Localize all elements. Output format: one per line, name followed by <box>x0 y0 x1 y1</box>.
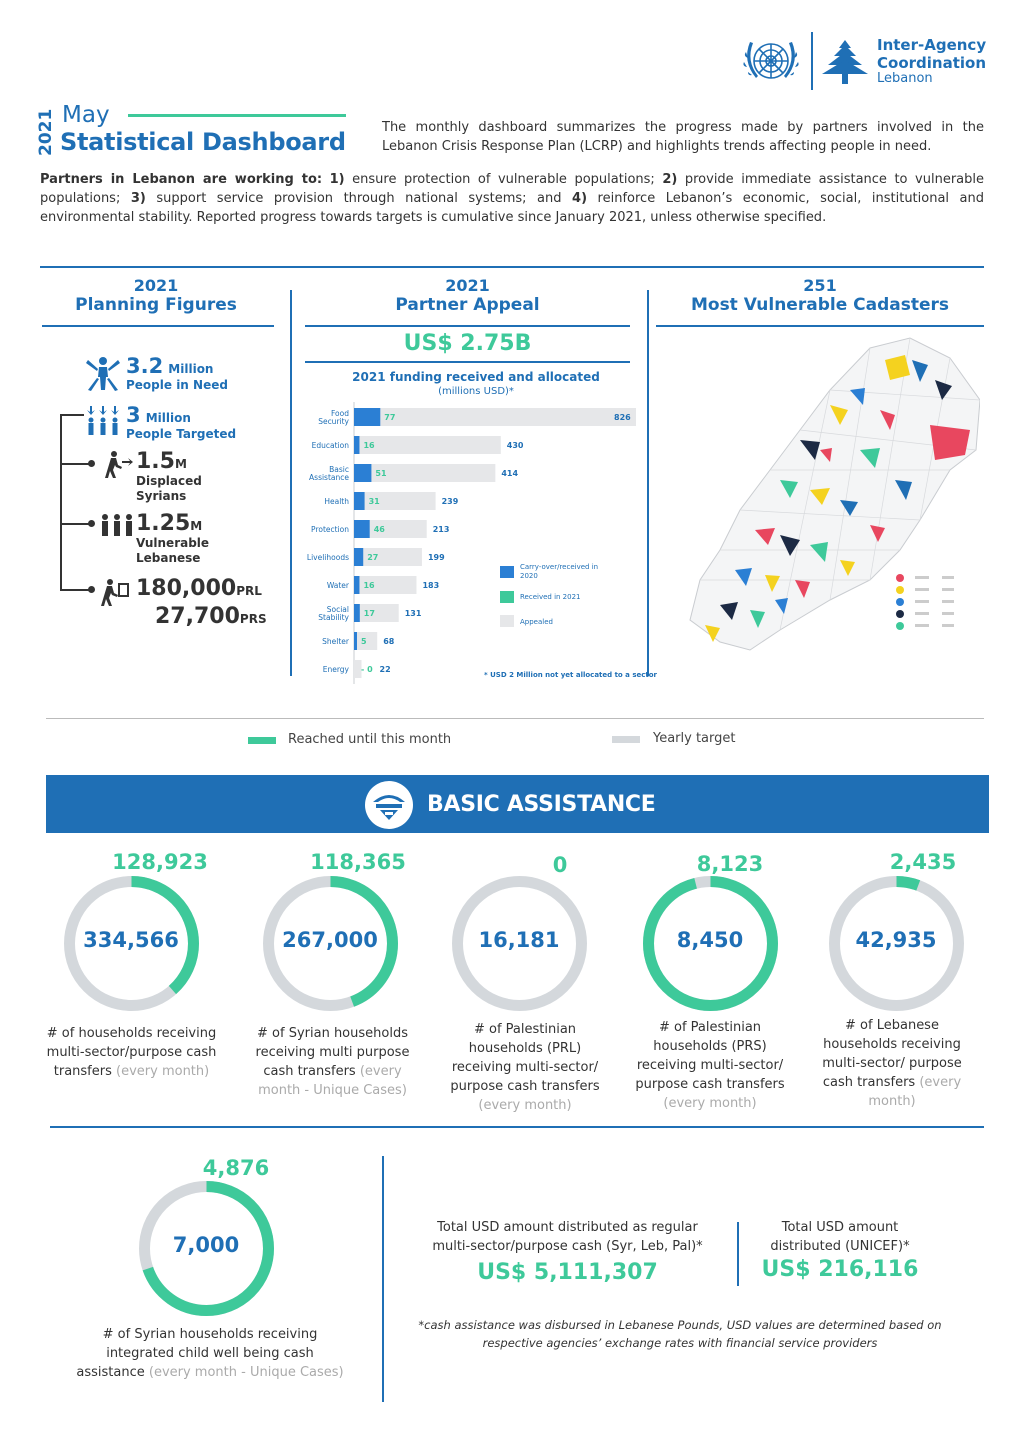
donut-caption-frequency: (every month - Unique Cases) <box>148 1365 344 1380</box>
category-label: Security <box>318 417 349 426</box>
category-label: Health <box>324 497 349 506</box>
donut-caption <box>70 1325 350 1382</box>
donut-reached-value: 8,123 <box>696 852 764 876</box>
donut-reached-value: 4,876 <box>202 1156 270 1180</box>
donut-caption <box>34 1024 229 1081</box>
donut-target-value: 42,935 <box>855 928 937 952</box>
carryover-value-label: - 0 <box>361 665 373 674</box>
carryover-bar <box>354 408 380 426</box>
donut-caption-frequency: (every month) <box>663 1096 757 1111</box>
category-label: Energy <box>322 665 349 674</box>
donut-caption <box>245 1024 420 1100</box>
cash-footnote: *cash assistance was disbursed in Lebanese Pounds, USD values are determined based on respective agencies’ exchange rates with financial service providers <box>418 1318 942 1350</box>
cedar-tree-icon <box>818 38 872 88</box>
appealed-bar <box>354 548 422 566</box>
donut-caption-frequency: (every month) <box>478 1098 572 1113</box>
appealed-value-label: 199 <box>427 553 445 562</box>
walking-person-icon <box>104 450 134 482</box>
donut-caption-text: # of Palestinian households (PRS) receiving multi-sector/ purpose cash transfers <box>635 1020 785 1092</box>
appealed-value-label: 430 <box>506 441 524 450</box>
people-group-icon <box>86 406 122 440</box>
carryover-bar <box>354 520 370 538</box>
category-label: Protection <box>311 525 349 534</box>
donut-caption <box>812 1016 972 1111</box>
appealed-bar <box>354 492 436 510</box>
planning-heading: 2021 Planning Figures <box>75 276 237 315</box>
donut-reached-value: 118,365 <box>310 850 406 874</box>
donut-caption <box>625 1018 795 1113</box>
carryover-value-label: 5 <box>361 637 367 646</box>
cadasters-rule <box>656 325 984 327</box>
appealed-bar <box>354 436 501 454</box>
donut-caption-text: # of households receiving multi-sector/purpose cash transfers <box>46 1026 217 1079</box>
prs-figure: 27,700PRS <box>155 604 267 629</box>
tree-branch <box>60 523 90 525</box>
appeal-amount: US$ 2.75B <box>403 331 532 356</box>
month-label: May <box>62 102 110 128</box>
prl-figure: 180,000PRL <box>136 576 262 601</box>
section-top-rule <box>40 266 984 268</box>
carryover-value-label: 46 <box>373 525 385 534</box>
donut-target-value: 267,000 <box>282 928 378 952</box>
donut-caption-text: # of Syrian households receiving integrated child well being cash assistance <box>76 1327 318 1380</box>
refugee-person-icon <box>100 578 132 612</box>
category-label: Assistance <box>309 473 349 482</box>
carryover-value-label: 17 <box>363 609 375 618</box>
legend-swatch-appealed <box>500 615 514 627</box>
tree-dot <box>88 460 95 467</box>
legend-swatch-target <box>612 736 640 743</box>
year-label: 2021 <box>36 108 56 156</box>
category-label: Basic <box>329 465 349 474</box>
planning-rule <box>42 325 274 327</box>
chart-footnote: * USD 2 Million not yet allocated to a sector <box>484 671 658 679</box>
carryover-bar <box>354 492 365 510</box>
donut-reached-value: 0 <box>552 853 568 877</box>
category-label: Livelihoods <box>306 553 349 562</box>
appealed-bar <box>354 604 399 622</box>
donut-target-value: 7,000 <box>172 1233 240 1257</box>
bottom-divider-1 <box>382 1156 384 1402</box>
donut-reached-value: 2,435 <box>889 850 957 874</box>
partners-text: Partners in Lebanon are working to: 1) ensure protection of vulnerable populations; 2) provide immediate assistance to vulnerable populations; 3) support service provision through national systems; and 4) reinforce Lebanon’s economic, social, institutional and environmental stability. Reported progress towards targets is cumulative since January 2021, unless otherwise specified. <box>40 172 985 225</box>
title-rule <box>128 114 346 117</box>
legend-swatch-carryover <box>500 566 514 578</box>
legend-label-received: Received in 2021 <box>520 593 581 601</box>
category-label: Stability <box>318 613 349 622</box>
family-icon <box>100 513 134 541</box>
carryover-value-label: 16 <box>363 581 375 590</box>
tree-branch <box>60 463 90 465</box>
donut-caption <box>440 1020 610 1115</box>
column-divider-2 <box>647 290 649 676</box>
carryover-value-label: 31 <box>368 497 380 506</box>
appealed-value-label: 68 <box>383 637 395 646</box>
year-vertical <box>36 106 56 156</box>
donut-caption-text: # of Lebanese households receiving multi-sector/ purpose cash transfers <box>822 1018 962 1090</box>
cadasters-heading: 251 Most Vulnerable Cadasters <box>690 276 950 315</box>
category-label: Social <box>326 605 349 614</box>
appealed-value-label: 22 <box>379 665 391 674</box>
carryover-bar <box>354 548 363 566</box>
appealed-value-label: 183 <box>422 581 440 590</box>
donut-caption-frequency: (every month) <box>116 1064 210 1079</box>
sector-title: BASIC ASSISTANCE <box>427 792 656 817</box>
carryover-value-label: 51 <box>375 469 387 478</box>
un-logo-icon <box>738 34 804 90</box>
carryover-value-label: 27 <box>367 553 379 562</box>
page-title: Statistical Dashboard <box>60 128 346 156</box>
appeal-heading: 2021 Partner Appeal <box>395 276 540 315</box>
chart-subtitle: (millions USD)* <box>438 386 514 397</box>
people-targeted: 3 Million People Targeted <box>126 403 237 441</box>
legend-label-target: Yearly target <box>653 731 736 746</box>
chart-title: 2021 funding received and allocated <box>352 370 600 384</box>
carryover-bar <box>354 464 371 482</box>
carryover-bar <box>354 632 357 650</box>
map-legend <box>896 574 954 630</box>
donut-caption-frequency: (every month - Unique Cases) <box>258 1064 407 1098</box>
partners-lead: Partners in Lebanon are working to: <box>40 172 323 187</box>
total-regular-label: Total USD amount distributed as regular multi-sector/purpose cash (Syr, Leb, Pal)* <box>432 1220 703 1254</box>
total-regular-value: US$ 5,111,307 <box>477 1260 658 1285</box>
tree-branch <box>60 589 90 591</box>
donut-caption-text: # of Palestinian households (PRL) receiving multi-sector/ purpose cash transfers <box>450 1022 600 1094</box>
legend-swatch-reached <box>248 737 276 744</box>
donut-target-value: 334,566 <box>83 928 179 952</box>
lebanon-cadaster-map <box>680 330 980 660</box>
tree-dot <box>88 520 95 527</box>
people-in-need: 3.2 Million People in Need <box>126 354 228 392</box>
column-divider-1 <box>290 290 292 676</box>
carryover-bar <box>354 576 359 594</box>
legend-swatch-received <box>500 591 514 603</box>
funding-bar-chart <box>296 400 646 685</box>
total-unicef-value: US$ 216,116 <box>761 1257 919 1282</box>
donut-caption-frequency: (every month) <box>868 1075 962 1109</box>
appealed-value-label: 131 <box>404 609 422 618</box>
iac-logo-text: Inter-Agency Coordination Lebanon <box>877 36 987 86</box>
tree-dot <box>88 586 95 593</box>
carryover-bar <box>354 604 360 622</box>
basic-assistance-icon <box>364 780 414 830</box>
legend-label-carryover: Carry-over/received in 2020 <box>520 563 599 580</box>
summary-text: The monthly dashboard summarizes the progress made by partners involved in the Lebanon Crisis Response Plan (LCRP) and highlights trends affecting people in need. <box>382 120 984 154</box>
category-label: Education <box>311 441 349 450</box>
legend-label-appealed: Appealed <box>520 618 553 626</box>
tree-branch <box>60 414 84 416</box>
donut-target-value: 16,181 <box>478 928 560 952</box>
section-separator <box>50 1126 984 1128</box>
logo-divider <box>811 32 813 90</box>
bottom-divider-2 <box>737 1222 739 1286</box>
carryover-value-label: 16 <box>363 441 375 450</box>
carryover-value-label: 77 <box>384 413 396 422</box>
legend-rule <box>46 718 984 719</box>
appealed-value-label: 414 <box>501 469 519 478</box>
category-label: Shelter <box>322 637 349 646</box>
vulnerable-lebanese: 1.25M Vulnerable Lebanese <box>136 511 210 565</box>
legend-label-reached: Reached until this month <box>288 732 452 747</box>
tree-vertical-line <box>60 414 62 590</box>
carryover-bar <box>354 436 359 454</box>
donut-reached-value: 128,923 <box>112 850 208 874</box>
category-label: Water <box>326 581 349 590</box>
person-arms-icon <box>86 356 120 398</box>
category-label: Food <box>331 409 349 418</box>
donut-target-value: 8,450 <box>676 928 744 952</box>
donut-caption-text: # of Syrian households receiving multi purpose cash transfers <box>255 1026 410 1079</box>
appealed-value-label: 239 <box>441 497 459 506</box>
total-unicef-label: Total USD amount distributed (UNICEF)* <box>770 1220 910 1254</box>
appeal-rule <box>305 325 630 327</box>
appealed-value-label: 213 <box>432 525 450 534</box>
displaced-syrians: 1.5M Displaced Syrians <box>136 449 202 503</box>
appeal-rule-2 <box>305 361 630 363</box>
appealed-bar <box>354 408 636 426</box>
appealed-value-label: 826 <box>614 413 631 422</box>
